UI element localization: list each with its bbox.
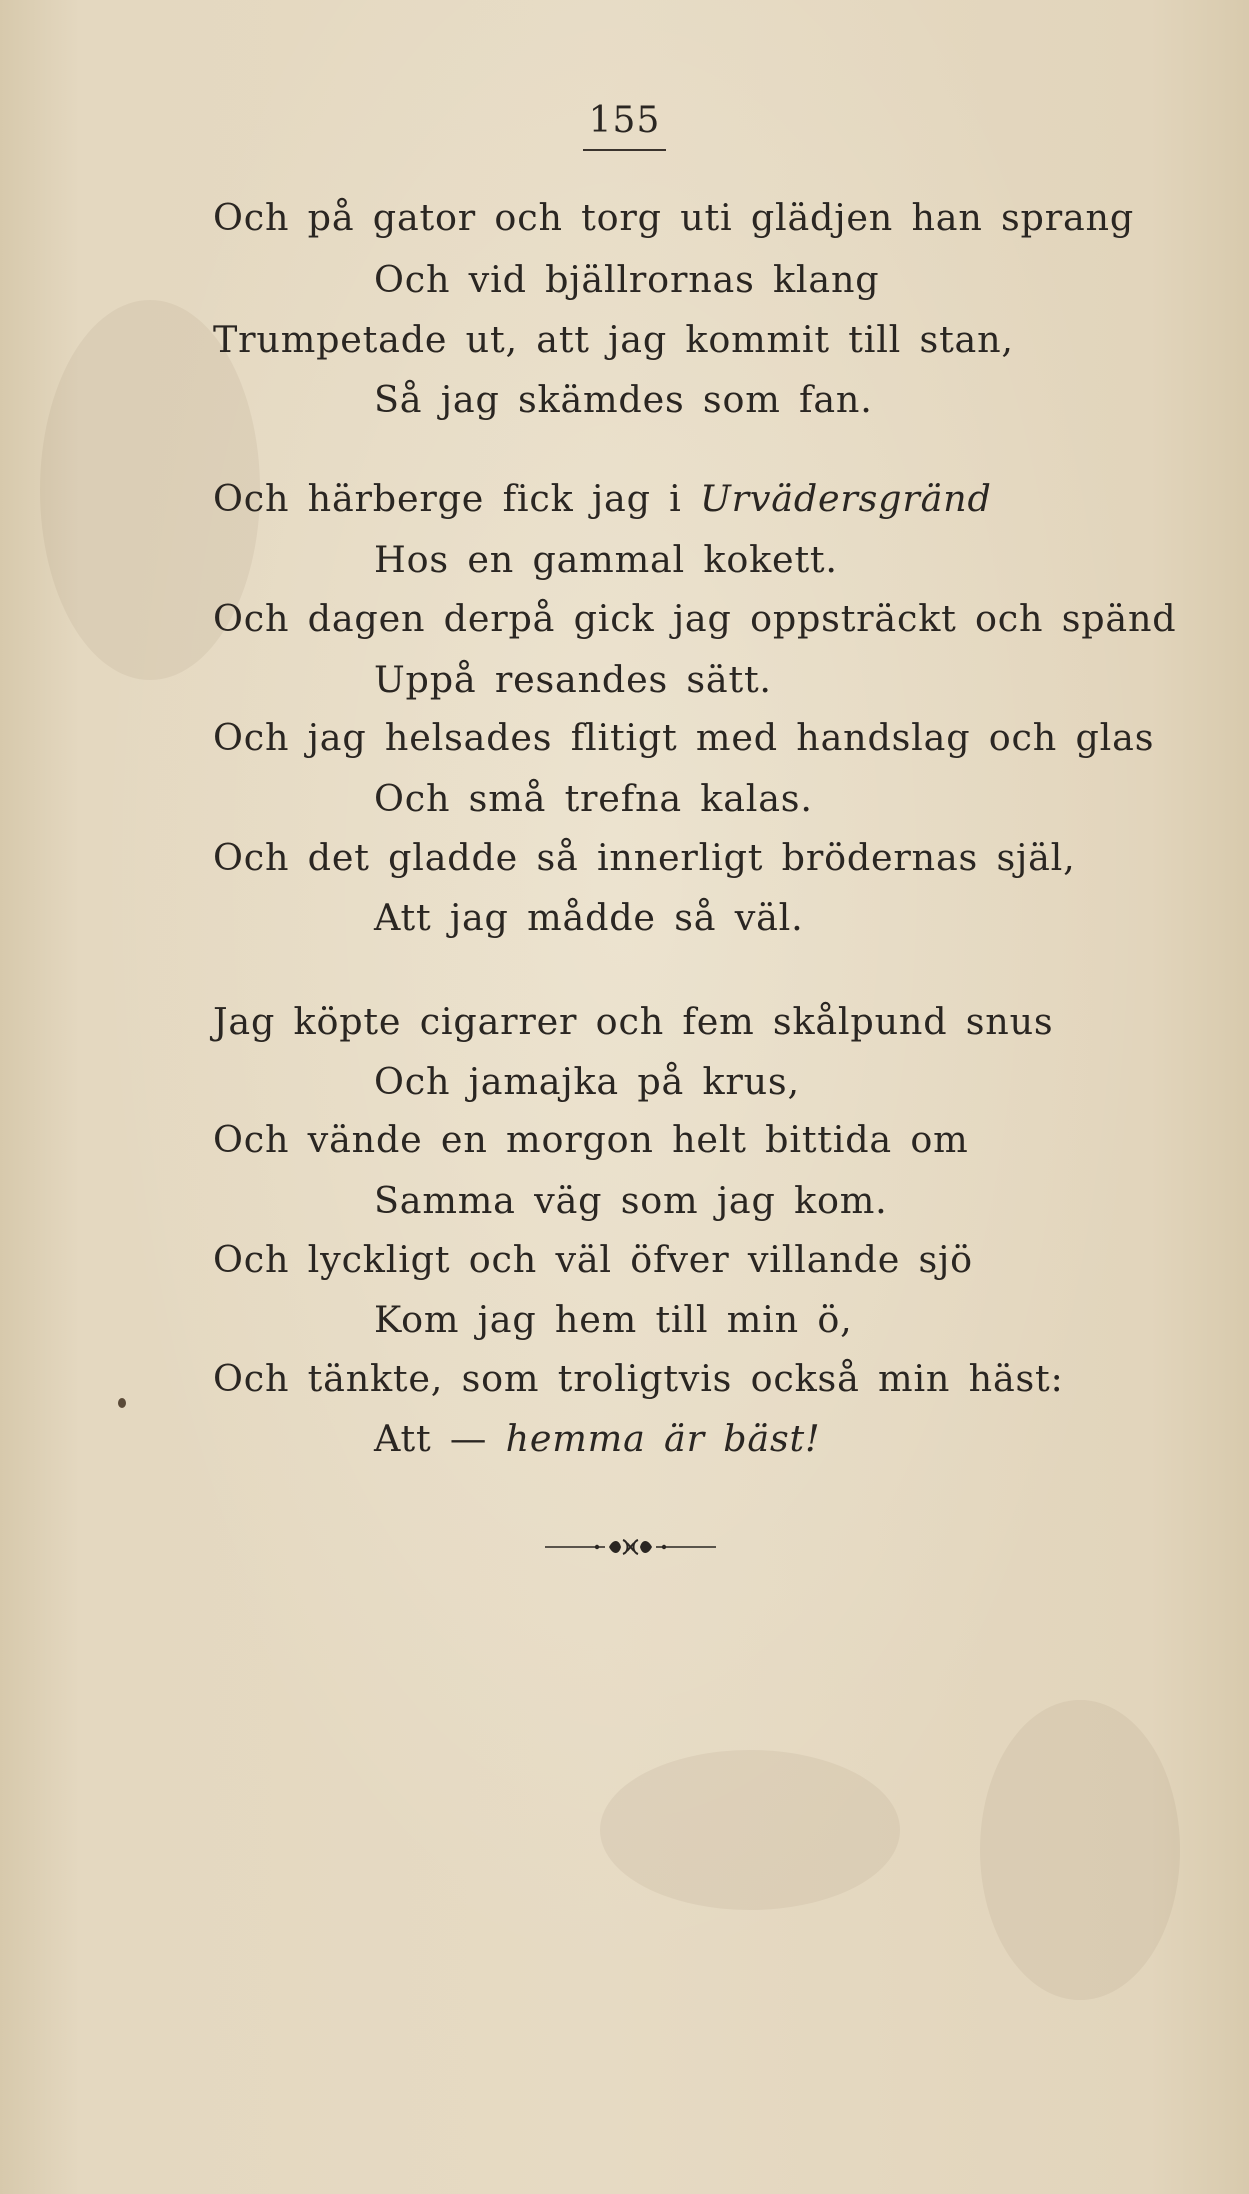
- poem-line-text: Och härberge fick jag i: [213, 477, 701, 520]
- poem-line: Att jag mådde så väl.: [374, 896, 804, 939]
- poem-line-text: Att —: [374, 1417, 506, 1460]
- closing-phrase-italic: hemma är bäst!: [505, 1417, 821, 1460]
- poem-line: Och lyckligt och väl öfver villande sjö: [213, 1238, 973, 1281]
- paper-stain: [980, 1700, 1180, 2000]
- poem-line: Kom jag hem till min ö,: [374, 1298, 853, 1341]
- poem-line: Och det gladde så innerligt brödernas själ,: [213, 836, 1076, 879]
- poem-line: Och dagen derpå gick jag oppsträckt och spänd: [213, 597, 1177, 640]
- poem-line: Hos en gammal kokett.: [374, 538, 838, 581]
- poem-line: Samma väg som jag kom.: [374, 1179, 888, 1222]
- poem-line: Och jag helsades flitigt med handslag och glas: [213, 716, 1155, 759]
- page-number: [0, 100, 1249, 151]
- ink-speck: [118, 1398, 126, 1408]
- poem-line: Så jag skämdes som fan.: [374, 378, 873, 421]
- fleuron-divider-icon: [543, 1534, 718, 1560]
- page-number-text: 155: [583, 100, 667, 151]
- poem-line: [213, 477, 992, 520]
- poem-line: Och jamajka på krus,: [374, 1060, 800, 1103]
- poem-line: Uppå resandes sätt.: [374, 658, 772, 701]
- paper-stain: [600, 1750, 900, 1910]
- poem-line: Och små trefna kalas.: [374, 777, 813, 820]
- poem-line: Jag köpte cigarrer och fem skålpund snus: [213, 1000, 1054, 1043]
- poem-line: Och tänkte, som troligtvis också min häst:: [213, 1357, 1064, 1400]
- poem-line: Och på gator och torg uti glädjen han sprang: [213, 196, 1135, 239]
- place-name-italic: Urvädersgränd: [700, 477, 992, 520]
- poem-line: Och vände en morgon helt bittida om: [213, 1118, 969, 1161]
- poem-line: [374, 1417, 821, 1460]
- poem-line: Trumpetade ut, att jag kommit till stan,: [213, 318, 1014, 361]
- poem-line: Och vid bjällrornas klang: [374, 258, 880, 301]
